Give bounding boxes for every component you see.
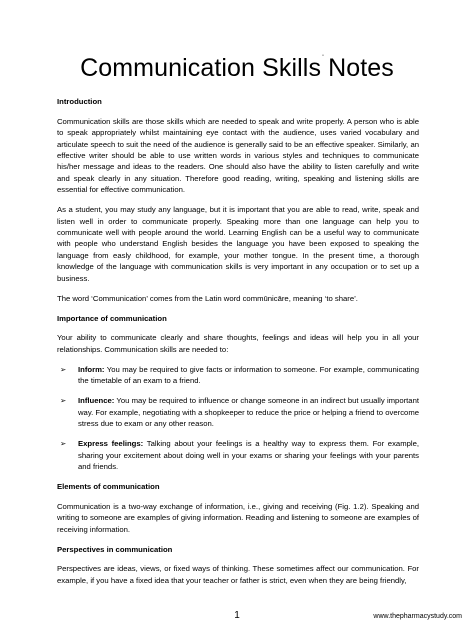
importance-list (57, 364, 419, 472)
list-text: You may be required to influence or change someone in an indirect but usually important way. For example, negotiating with a shopkeeper to reduce the price or helping a friend to overcome stress due to exam or any other reason. (78, 396, 419, 429)
intro-paragraph-2: As a student, you may study any language, but it is important that you are able to read, write, speak and listen well in order to communicate properly. Speaking more than one language can help you to communicate well with people around the world. Learning English can be a useful way to communicate with people who understand English besides the language you have been exposed to speaking the language from easly childhood, for example, your mother tongue. In the present time, a thorough knowledge of the language with communication skills is very important in any occupation or to set up a business. (57, 205, 419, 283)
list-item-inform (57, 364, 419, 387)
list-item-express-feelings (57, 438, 419, 472)
importance-paragraph: Your ability to communicate clearly and share thoughts, feelings and ideas will help you in all your relationships. Communication skills are needed to: (57, 333, 419, 354)
list-item-influence (57, 395, 419, 429)
arrow-bullet-icon: ➢ (60, 396, 67, 406)
document-body (57, 96, 419, 595)
section-heading-perspectives: Perspectives in communication (57, 544, 173, 554)
section-heading-importance: Importance of communication (57, 313, 167, 323)
list-term: Inform: (78, 364, 105, 374)
list-text: You may be required to give facts or information to someone. For example, communicating the timetable of an exam to a friend. (78, 364, 419, 386)
title-mark: ˌ (321, 46, 325, 56)
arrow-bullet-icon: ➢ (60, 439, 67, 449)
list-term: Influence: (78, 396, 115, 406)
intro-paragraph-3: The word ‘Communication’ comes from the Latin word commūnicāre, meaning ‘to share’. (57, 293, 358, 303)
page-number: 1 (234, 610, 240, 621)
arrow-bullet-icon: ➢ (60, 364, 67, 374)
footer-url: www.thepharmacystudy.com (373, 613, 462, 620)
list-term: Express feelings: (78, 439, 144, 449)
document-title: Communication Skills Notes (80, 53, 394, 82)
section-heading-elements: Elements of communication (57, 481, 160, 491)
section-heading-introduction: Introduction (57, 97, 102, 106)
intro-paragraph-1: Communication skills are those skills which are needed to speak and write properly. A person who is able to speak appropriately whilst maintaining eye contact with the audience, uses varied vocabulary and articulate speech to suit the need of the audience is generally said to be an effective speaker. Similarly, an effective writer should be able to use written words in various styles and techniques to communicate his/her message and ideas to the readers. One should also have the ability to listen carefully and write and speak clearly in any situation. Therefore good reading, writing, speaking and listening skills are essential for effective communication. (57, 116, 419, 195)
perspectives-paragraph: Perspectives are ideas, views, or fixed ways of thinking. These sometimes affect our communication. For example, if you have a fixed idea that your teacher or father is strict, even when they are being friendly, (57, 564, 419, 585)
list-text: Talking about your feelings is a healthy way to express them. For example, sharing your excitement about doing well in your exams or sharing your feelings with your parents and friends. (78, 439, 419, 471)
elements-paragraph: Communication is a two-way exchange of information, i.e., giving and receiving (Fig. 1.2). Speaking and writing to someone are examples of giving information. Reading and listening to someone are examples of receiving information. (57, 501, 419, 534)
